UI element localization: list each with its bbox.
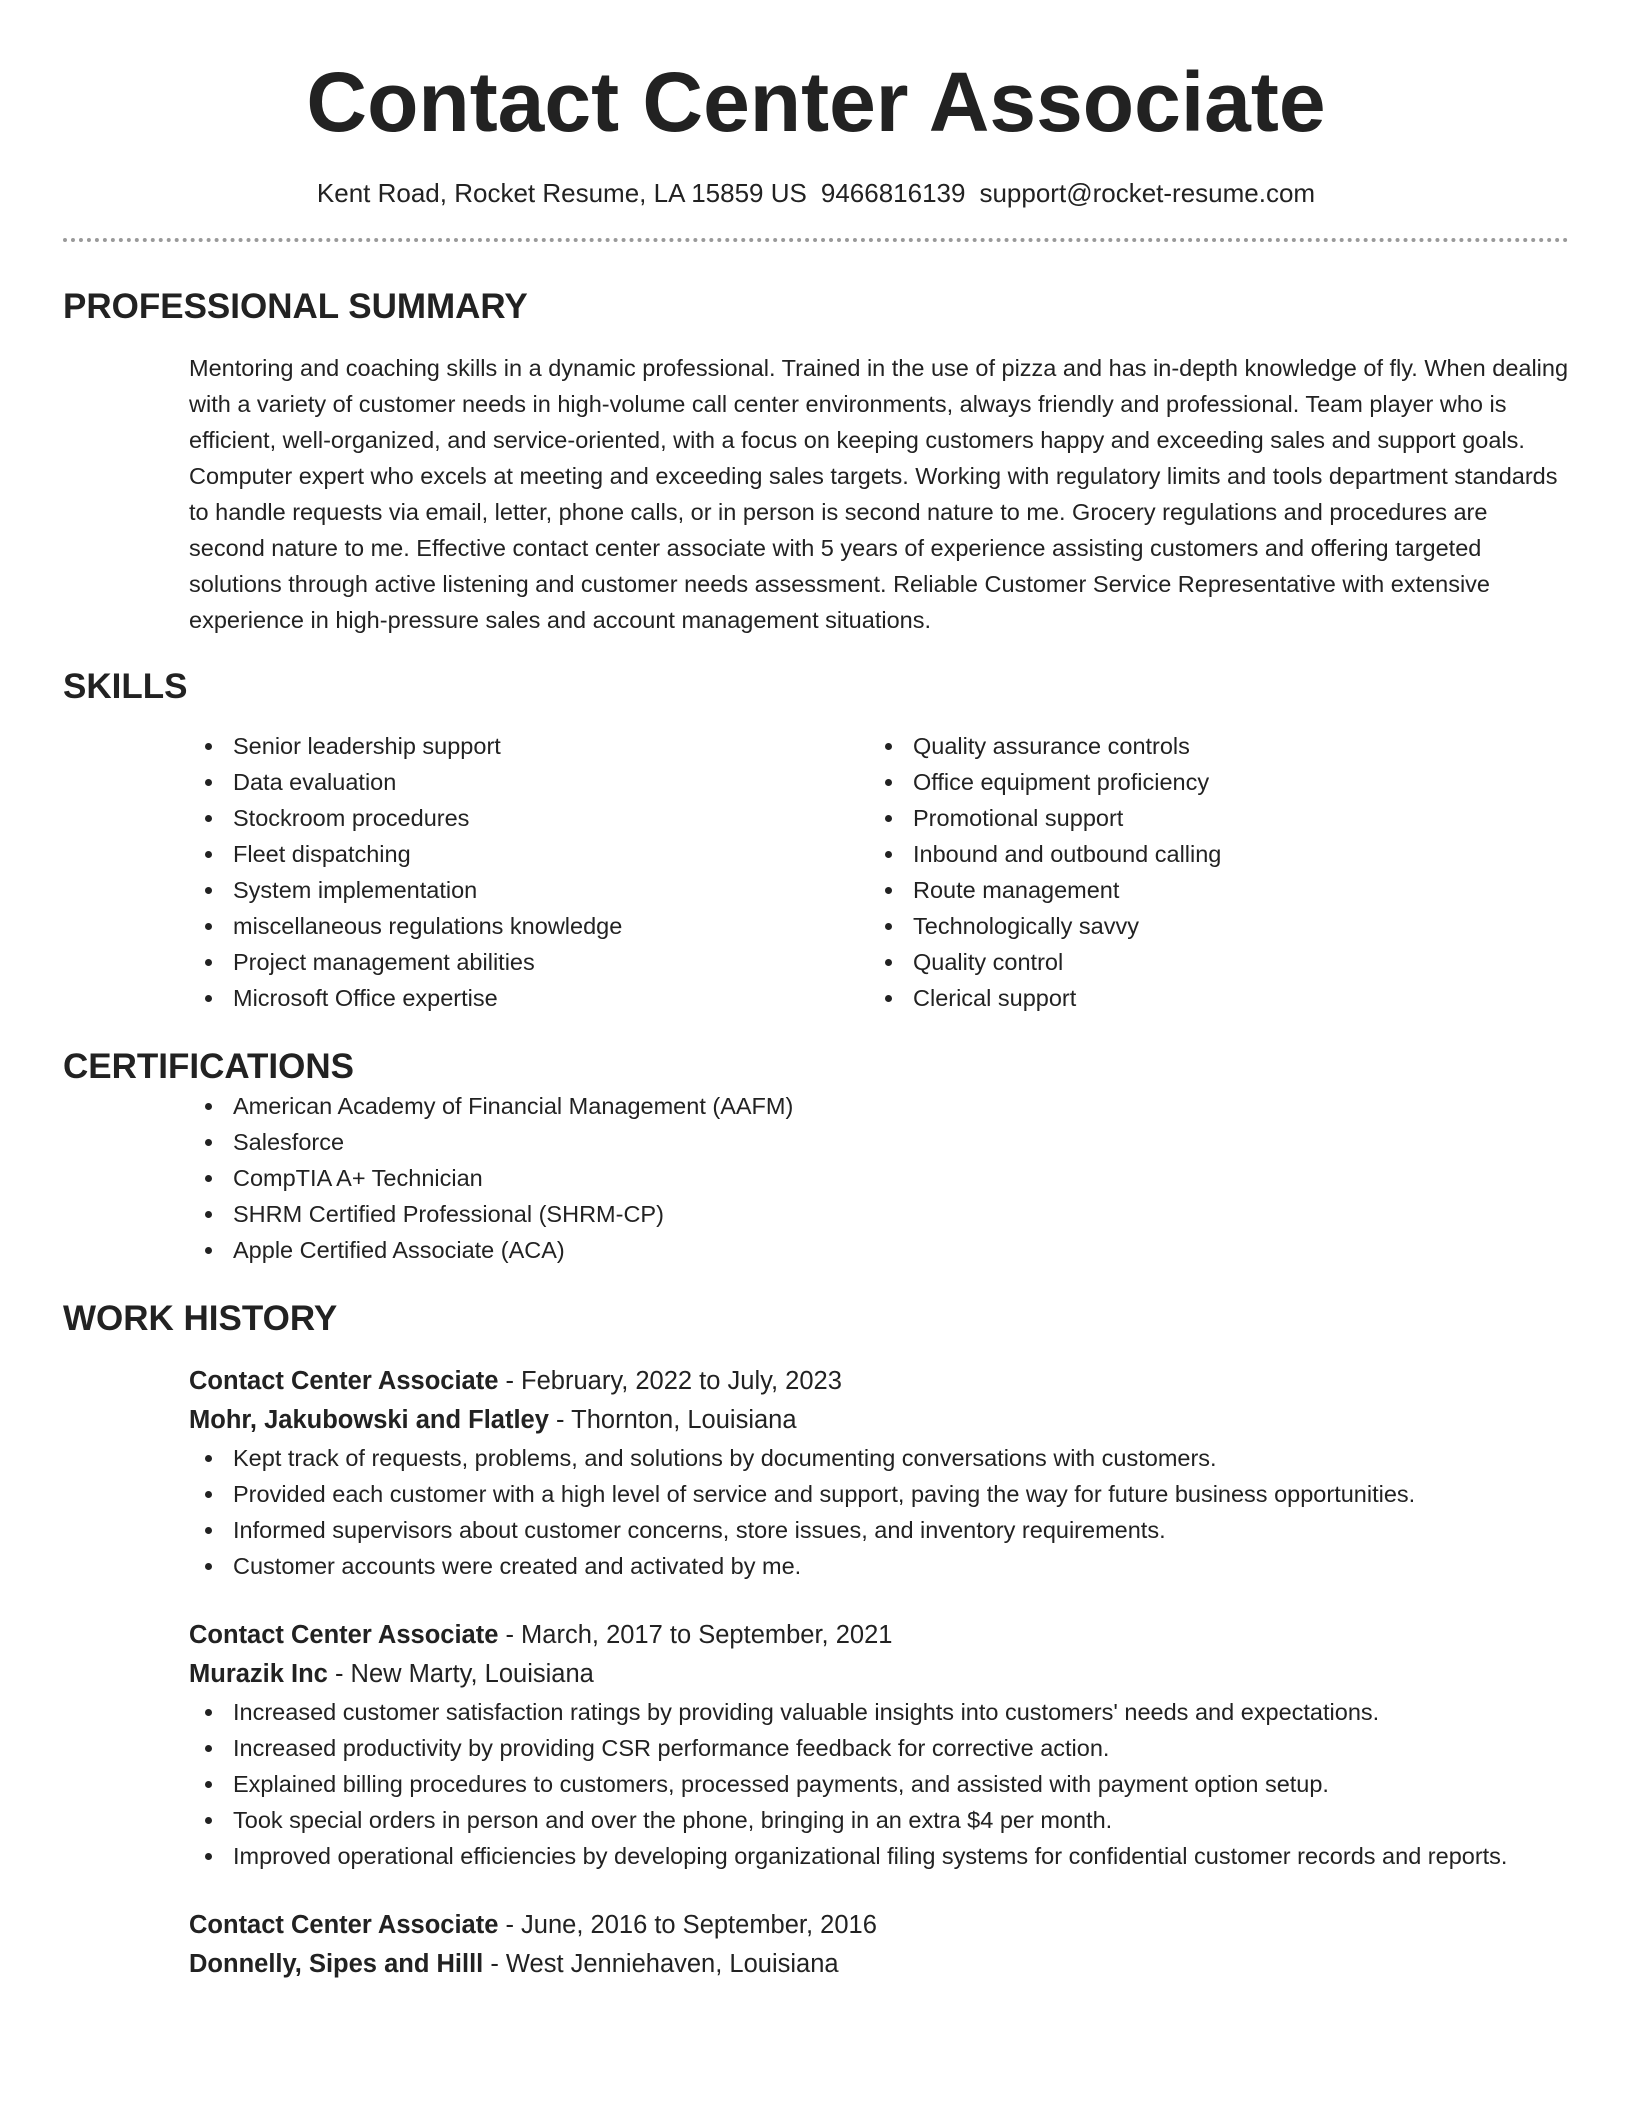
skill-item: Stockroom procedures xyxy=(189,800,869,836)
work-history-heading: WORK HISTORY xyxy=(63,1298,338,1338)
job-role: Contact Center Associate xyxy=(189,1620,499,1649)
job-duty: Kept track of requests, problems, and solutions by documenting conversations with customers. xyxy=(189,1440,1569,1476)
contact-email: support@rocket-resume.com xyxy=(979,178,1316,209)
job-duty: Improved operational efficiencies by developing organizational filing systems for confidential customer records and reports. xyxy=(189,1838,1569,1874)
job-role: Contact Center Associate xyxy=(189,1910,499,1939)
job-dates: - February, 2022 to July, 2023 xyxy=(498,1366,842,1395)
skill-item: Quality assurance controls xyxy=(869,728,1549,764)
job-duty: Increased productivity by providing CSR performance feedback for corrective action. xyxy=(189,1730,1569,1766)
contact-info xyxy=(63,178,1569,209)
skill-item: System implementation xyxy=(189,872,869,908)
skill-item: Clerical support xyxy=(869,980,1549,1016)
job-dates: - March, 2017 to September, 2021 xyxy=(498,1620,893,1649)
certifications-section xyxy=(63,1046,1569,1268)
job-title-line xyxy=(189,1906,1569,1945)
job-company-line xyxy=(189,1655,1569,1694)
skill-item: Inbound and outbound calling xyxy=(869,836,1549,872)
job-company-line xyxy=(189,1401,1569,1440)
skill-item: Route management xyxy=(869,872,1549,908)
job-company-line xyxy=(189,1945,1569,1984)
skills-list-right xyxy=(869,728,1549,1016)
job-duty: Took special orders in person and over the phone, bringing in an extra $4 per month. xyxy=(189,1802,1569,1838)
job-role: Contact Center Associate xyxy=(189,1366,499,1395)
job-location: - New Marty, Louisiana xyxy=(327,1659,594,1688)
certifications-heading: CERTIFICATIONS xyxy=(63,1046,355,1086)
job-title-line xyxy=(189,1616,1569,1655)
skill-item: Office equipment proficiency xyxy=(869,764,1549,800)
summary-text: Mentoring and coaching skills in a dynamic professional. Trained in the use of pizza and has in-depth knowledge of fly. When dealing with a variety of customer needs in high-volume call center environments, always friendly and professional. Team player who is efficient, well-organized, and service-oriented, with a focus on keeping customers happy and exceeding sales and support goals. Computer expert who excels at meeting and exceeding sales targets. Working with regulatory limits and tools department standards to handle requests via email, letter, phone calls, or in person is second nature to me. Grocery regulations and procedures are second nature to me. Effective contact center associate with 5 years of experience assisting customers and offering targeted solutions through active listening and customer needs assessment. Reliable Customer Service Representative with extensive experience in high-pressure sales and account management situations. xyxy=(189,354,1569,633)
skill-item: Project management abilities xyxy=(189,944,869,980)
header-divider xyxy=(63,238,1569,242)
skill-item: Data evaluation xyxy=(189,764,869,800)
job-company: Mohr, Jakubowski and Flatley xyxy=(189,1405,549,1434)
summary-heading: PROFESSIONAL SUMMARY xyxy=(63,286,528,326)
certifications-list xyxy=(189,1088,1569,1268)
job-company: Murazik Inc xyxy=(189,1659,328,1688)
job-dates: - June, 2016 to September, 2016 xyxy=(498,1910,877,1939)
job-duty: Explained billing procedures to customers, processed payments, and assisted with payment option setup. xyxy=(189,1766,1569,1802)
skill-item: miscellaneous regulations knowledge xyxy=(189,908,869,944)
job-duty: Informed supervisors about customer concerns, store issues, and inventory requirements. xyxy=(189,1512,1569,1548)
certification-item: American Academy of Financial Management (AAFM) xyxy=(189,1088,1569,1124)
certification-item: SHRM Certified Professional (SHRM-CP) xyxy=(189,1196,1569,1232)
contact-address: Kent Road, Rocket Resume, LA 15859 US xyxy=(316,178,807,209)
job-entry xyxy=(189,1362,1569,1584)
skill-item: Promotional support xyxy=(869,800,1549,836)
skill-item: Technologically savvy xyxy=(869,908,1549,944)
skills-list-left xyxy=(189,728,869,1016)
job-duty: Customer accounts were created and activated by me. xyxy=(189,1548,1569,1584)
certification-item: Salesforce xyxy=(189,1124,1569,1160)
job-duty: Provided each customer with a high level of service and support, paving the way for future business opportunities. xyxy=(189,1476,1569,1512)
job-duties xyxy=(189,1694,1569,1874)
skill-item: Quality control xyxy=(869,944,1549,980)
work-history-section xyxy=(63,1298,1569,1984)
contact-phone: 9466816139 xyxy=(820,178,966,209)
job-company: Donnelly, Sipes and Hilll xyxy=(189,1949,484,1978)
certification-item: CompTIA A+ Technician xyxy=(189,1160,1569,1196)
skill-item: Microsoft Office expertise xyxy=(189,980,869,1016)
job-entry xyxy=(189,1906,1569,1984)
skill-item: Fleet dispatching xyxy=(189,836,869,872)
skill-item: Senior leadership support xyxy=(189,728,869,764)
candidate-name: Contact Center Associate xyxy=(306,55,1326,149)
skills-heading: SKILLS xyxy=(63,666,188,706)
job-duty: Increased customer satisfaction ratings by providing valuable insights into customers' needs and expectations. xyxy=(189,1694,1569,1730)
certification-item: Apple Certified Associate (ACA) xyxy=(189,1232,1569,1268)
job-title-line xyxy=(189,1362,1569,1401)
job-location: - West Jenniehaven, Louisiana xyxy=(483,1949,839,1978)
summary-section xyxy=(63,286,1569,638)
job-location: - Thornton, Louisiana xyxy=(548,1405,797,1434)
job-entry xyxy=(189,1616,1569,1874)
skills-section xyxy=(63,666,1569,1016)
resume-header xyxy=(63,0,1569,242)
job-duties xyxy=(189,1440,1569,1584)
